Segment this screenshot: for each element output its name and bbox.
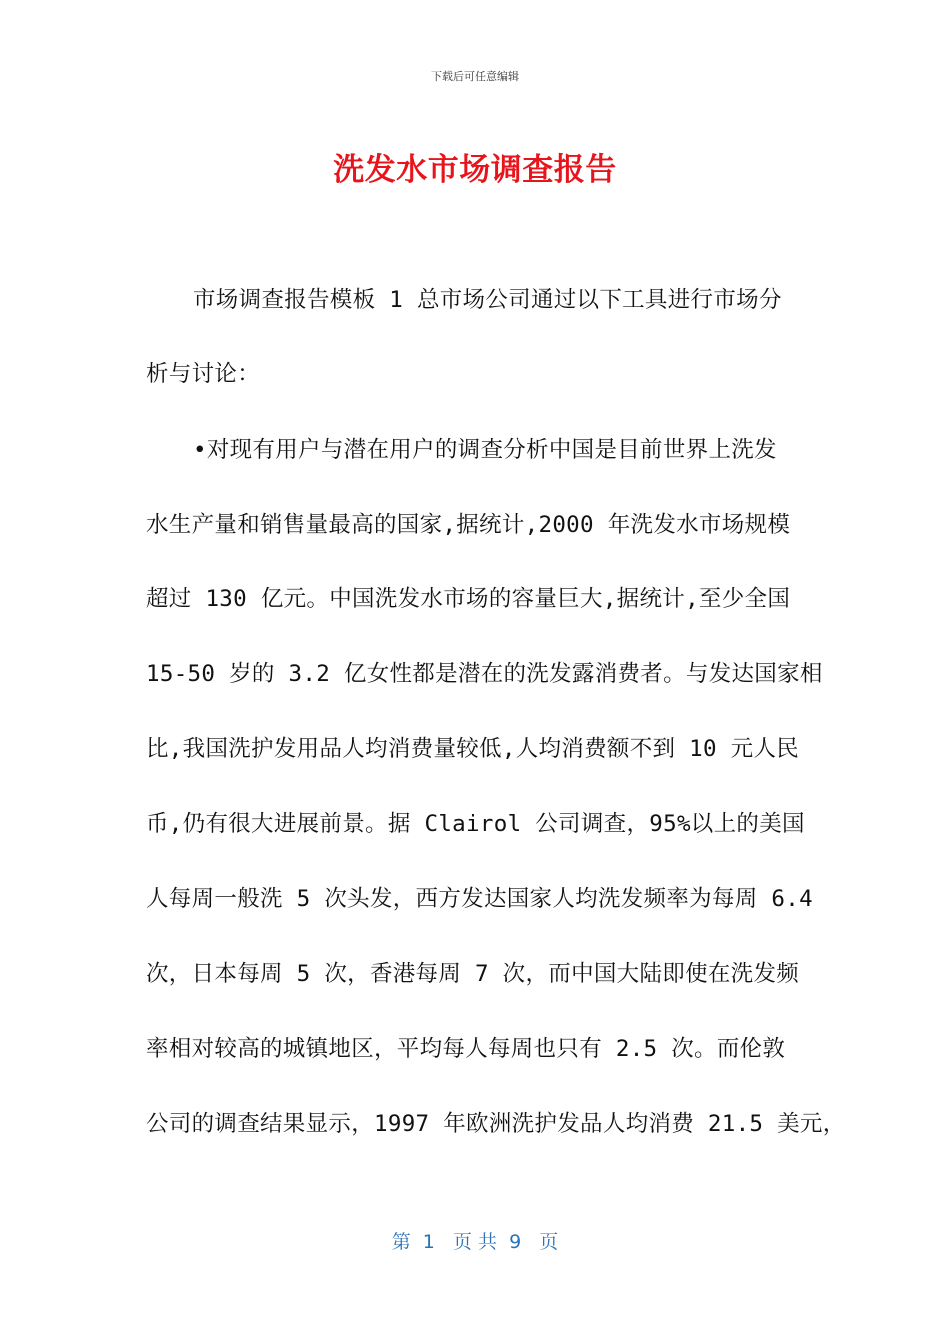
paragraph-line-6: 15-50 岁的 3.2 亿女性都是潜在的洗发露消费者。与发达国家相 (146, 661, 823, 687)
page-number-footer: 第 1 页 共 9 页 (391, 1231, 559, 1253)
header-note: 下载后可任意编辑 (431, 70, 519, 83)
paragraph-line-7: 比,我国洗护发用品人均消费量较低,人均消费额不到 10 元人民 (146, 736, 800, 762)
paragraph-line-4: 水生产量和销售量最高的国家,据统计,2000 年洗发水市场规模 (146, 512, 791, 538)
paragraph-line-9: 人每周一般洗 5 次头发，西方发达国家人均洗发频率为每周 6.4 (146, 886, 813, 912)
paragraph-line-10: 次，日本每周 5 次，香港每周 7 次，而中国大陆即使在洗发频 (146, 961, 800, 987)
document-title: 洗发水市场调查报告 (333, 152, 617, 188)
paragraph-line-3: •对现有用户与潜在用户的调查分析中国是目前世界上洗发 (193, 437, 777, 463)
paragraph-line-2: 析与讨论： (146, 361, 261, 387)
paragraph-line-1: 市场调查报告模板 1 总市场公司通过以下工具进行市场分 (193, 287, 782, 313)
paragraph-line-5: 超过 130 亿元。中国洗发水市场的容量巨大,据统计,至少全国 (146, 586, 791, 612)
paragraph-line-11: 率相对较高的城镇地区，平均每人每周也只有 2.5 次。而伦敦 (146, 1036, 786, 1062)
paragraph-line-8: 币,仍有很大进展前景。据 Clairol 公司调查，95%以上的美国 (146, 811, 805, 837)
paragraph-line-12: 公司的调查结果显示，1997 年欧洲洗护发品人均消费 21.5 美元， (146, 1111, 846, 1137)
